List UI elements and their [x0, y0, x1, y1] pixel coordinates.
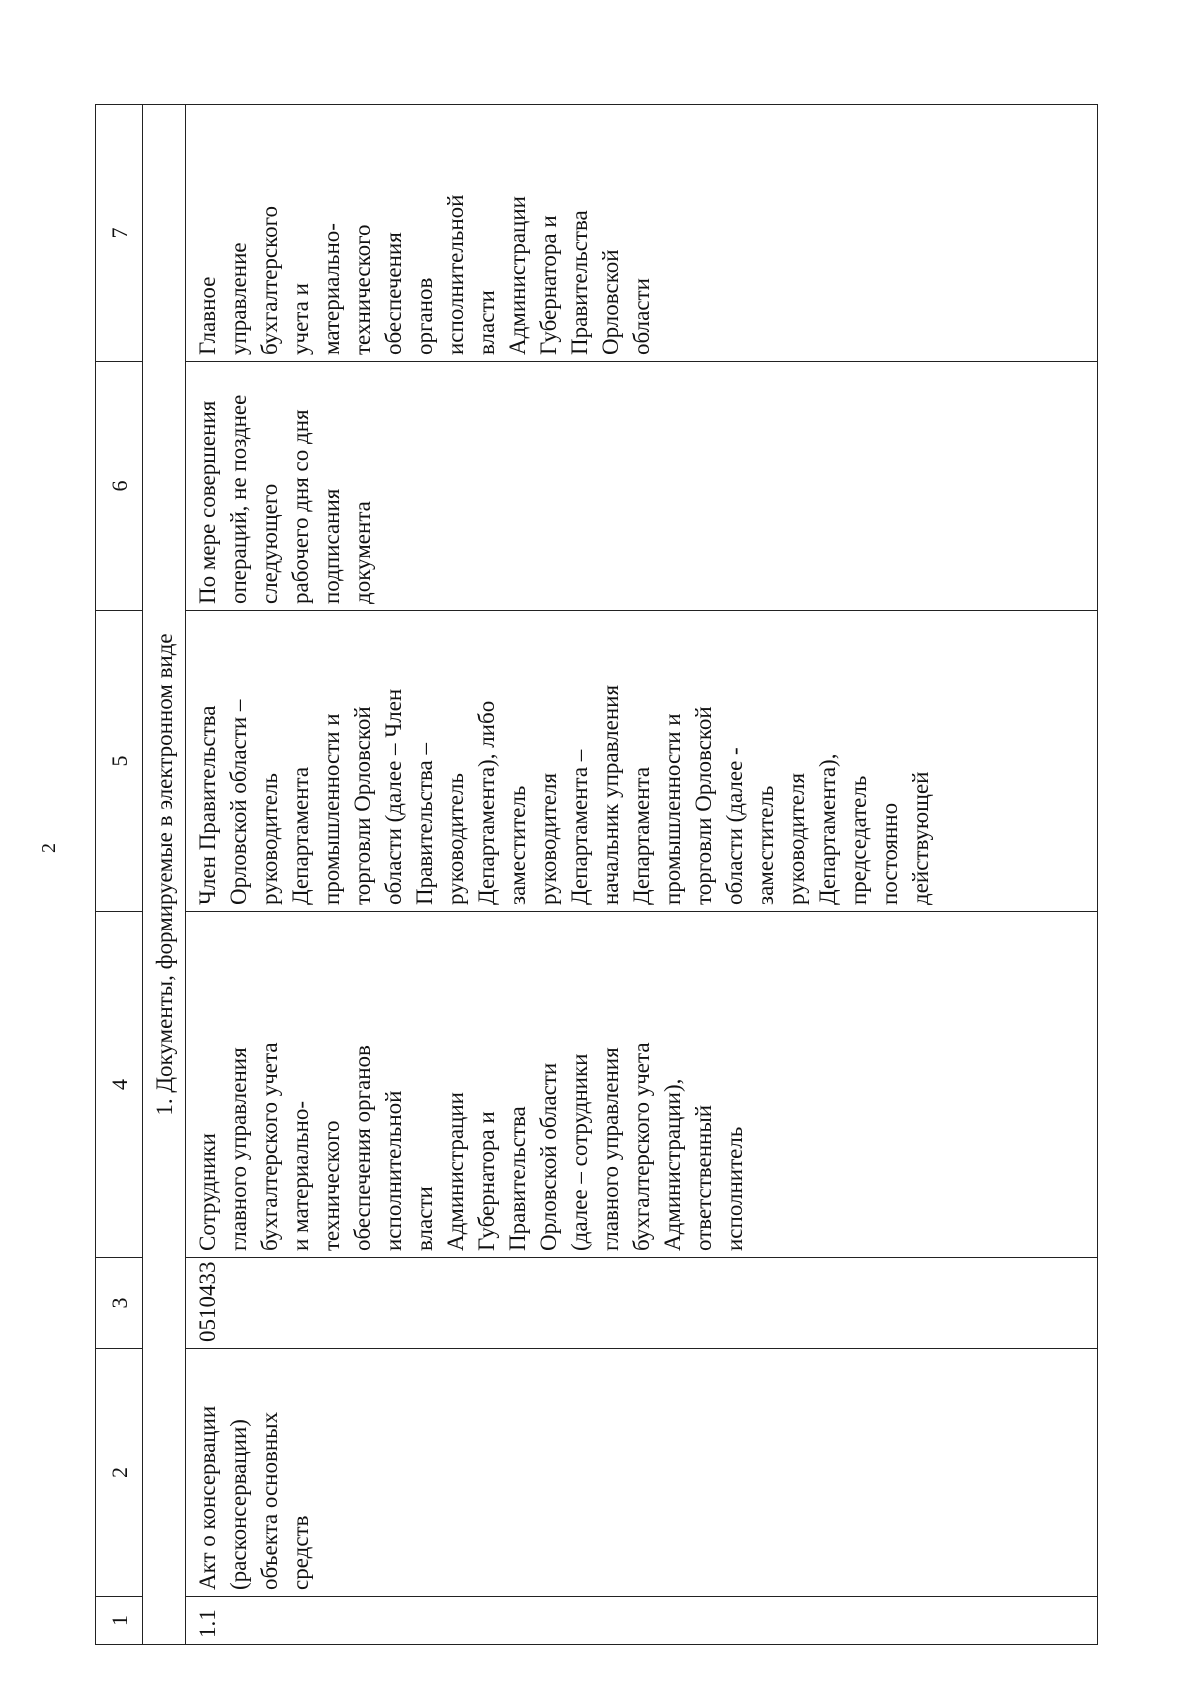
section-title: 1. Документы, формируемые в электронном виде: [143, 105, 186, 1645]
document-table-container: [95, 105, 1098, 1645]
composer-cell: Сотрудники главного управления бухгалтерского учета и материально- технического обеспечения органов исполнительной власти Администрации Губернатора и Правительства Орловской области (далее – сотрудники главного управления бухгалтерского учета Администрации), ответственный исполнитель: [186, 912, 1098, 1258]
header-row: [96, 105, 143, 1645]
recipient-cell: Главное управление бухгалтерского учета и материально- технического обеспечения органов исполнительной власти Администрации Губернатора и Правительства Орловской области: [186, 105, 1098, 362]
document-table: [95, 105, 1098, 1645]
header-cell-7: 7: [96, 105, 143, 362]
header-cell-1: 1: [96, 1597, 143, 1645]
register-table: [95, 104, 1098, 1645]
section-row: [143, 105, 186, 1645]
header-cell-4: 4: [96, 912, 143, 1258]
signer-cell: Член Правительства Орловской области – руководитель Департамента промышленности и торговли Орловской области (далее – Член Правительства – руководитель Департамента), либо заместитель руководителя Департамента – начальник управления Департамента промышленности и торговли Орловской области (далее - заместитель руководителя Департамента), председатель постоянно действующей: [186, 611, 1098, 912]
page-number: 2: [38, 843, 60, 853]
header-cell-5: 5: [96, 611, 143, 912]
table-row: [186, 105, 1098, 1645]
header-cell-6: 6: [96, 362, 143, 611]
header-cell-2: 2: [96, 1349, 143, 1597]
header-cell-3: 3: [96, 1258, 143, 1349]
form-code: 0510433: [186, 1258, 1098, 1349]
document-name: Акт о консервации (расконсервации) объекта основных средств: [186, 1349, 1098, 1597]
deadline-cell: По мере совершения операций, не позднее следующего рабочего дня со дня подписания документа: [186, 362, 1098, 611]
row-number: 1.1: [186, 1597, 1098, 1645]
